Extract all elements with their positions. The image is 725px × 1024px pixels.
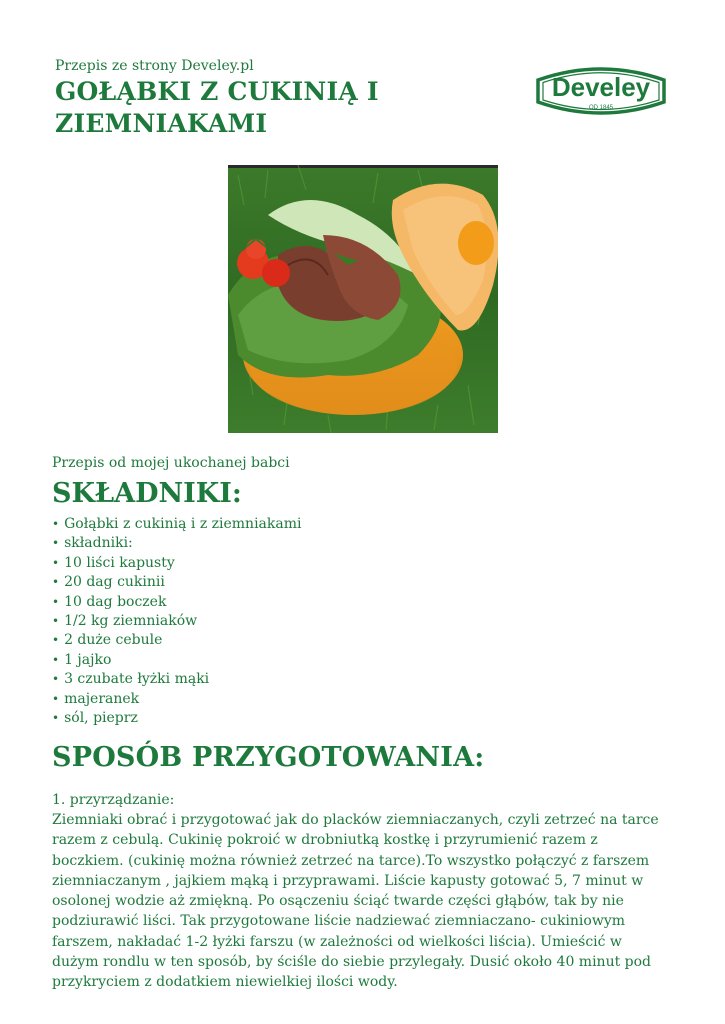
- list-item: • 1/2 kg ziemniaków: [52, 612, 301, 631]
- list-item: • 10 liści kapusty: [52, 554, 301, 573]
- list-item: • 10 dag boczek: [52, 593, 301, 612]
- source-line: Przepis ze strony Develey.pl: [55, 58, 254, 74]
- list-item: • majeranek: [52, 690, 301, 709]
- list-item: • 2 duże cebule: [52, 631, 301, 650]
- page-title: GOŁĄBKI Z CUKINIĄ I ZIEMNIAKAMI: [55, 77, 379, 138]
- step-text: Ziemniaki obrać i przygotować jak do placków ziemniaczanych, czyli zetrzeć na tarce razem z cebulą. Cukinię pokroić w drobniutką kostkę i przyrumienić razem z boczkiem. (cukinię można również zetrzeć na tarce).To wszystko połączyć z farszem ziemniaczanym , jajkiem mąką i przyprawami. Liście kapusty gotować 5, 7 minut w osolonej wodzie aż zmiękną. Po osączeniu ściąć twarde części głąbów, tak by nie podziurawić liści. Tak przygotowane liście nadziewać ziemniaczano- cukiniowym farszem, nakładać 1-2 łyżki farszu (w zależności od wielkości liścia). Umieścić w dużym rondlu w ten sposób, by ściśle do siebie przylegały. Dusić około 40 minut pod przykryciem z dodatkiem niewielkiej ilości wody.: [52, 812, 659, 991]
- dish-photo: [228, 165, 498, 433]
- step-label: 1. przyrządzanie:: [52, 792, 175, 808]
- list-item: • 3 czubate łyżki mąki: [52, 670, 301, 689]
- ingredients-list: [52, 515, 301, 728]
- logo-brand-text: Develey: [551, 72, 651, 102]
- list-item: • sól, pieprz: [52, 709, 301, 728]
- method-heading: SPOSÓB PRZYGOTOWANIA:: [52, 742, 485, 773]
- list-item: • składniki:: [52, 534, 301, 553]
- intro-text: Przepis od mojej ukochanej babci: [52, 455, 290, 471]
- ingredients-heading: SKŁADNIKI:: [52, 478, 242, 509]
- list-item: • 20 dag cukinii: [52, 573, 301, 592]
- develey-logo: [532, 60, 670, 122]
- list-item: • Gołąbki z cukinią i z ziemniakami: [52, 515, 301, 534]
- logo-since-text: OD 1845: [588, 105, 614, 111]
- list-item: • 1 jajko: [52, 651, 301, 670]
